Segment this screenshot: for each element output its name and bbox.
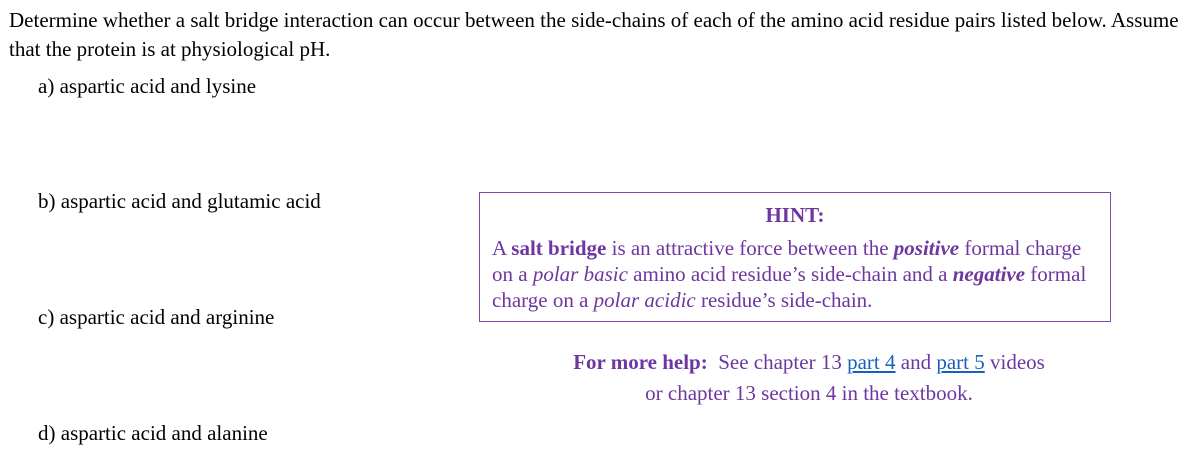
hint-text: residue’s side-chain. [695, 288, 873, 312]
item-text: aspartic acid and alanine [60, 421, 268, 445]
help-line-2: or chapter 13 section 4 in the textbook. [645, 381, 973, 405]
help-text: videos [984, 350, 1045, 374]
hint-text: formal charge on a [492, 262, 1087, 312]
part-5-link[interactable]: part 5 [936, 350, 985, 374]
hint-text: is an attractive force between the [606, 236, 894, 260]
hint-term-negative: negative [952, 262, 1026, 286]
item-marker: b) [38, 189, 56, 213]
hint-text: A [492, 236, 512, 260]
hint-term-polar-acidic: polar acidic [593, 288, 696, 312]
hint-text: formal charge on a [492, 236, 1082, 286]
hint-box [479, 192, 1111, 322]
hint-term-salt-bridge: salt bridge [511, 236, 607, 260]
part-4-link[interactable]: part 4 [847, 350, 896, 374]
answer-item-a [38, 73, 256, 99]
help-line-1 [479, 347, 1139, 378]
item-marker: d) [38, 421, 56, 445]
answer-item-c [38, 304, 274, 330]
item-marker: c) [38, 305, 55, 329]
hint-body [492, 235, 1102, 313]
item-text: aspartic acid and arginine [59, 305, 275, 329]
help-label: For more help: [573, 350, 708, 374]
hint-text: amino acid residue’s side-chain and a [627, 262, 953, 286]
help-text: and [895, 350, 937, 374]
help-section [479, 347, 1139, 409]
hint-term-positive: positive [893, 236, 960, 260]
hint-title: HINT: [765, 203, 825, 227]
hint-term-polar-basic: polar basic [532, 262, 628, 286]
question-text: Determine whether a salt bridge interaction can occur between the side-chains of each of the amino acid residue pairs listed below. Assume that the protein is at physiological pH. [9, 8, 1179, 61]
item-marker: a) [38, 74, 55, 98]
item-text: aspartic acid and glutamic acid [60, 189, 321, 213]
answer-item-b [38, 188, 321, 214]
answer-item-d [38, 420, 268, 446]
help-text: See chapter 13 [707, 350, 848, 374]
item-text: aspartic acid and lysine [59, 74, 257, 98]
